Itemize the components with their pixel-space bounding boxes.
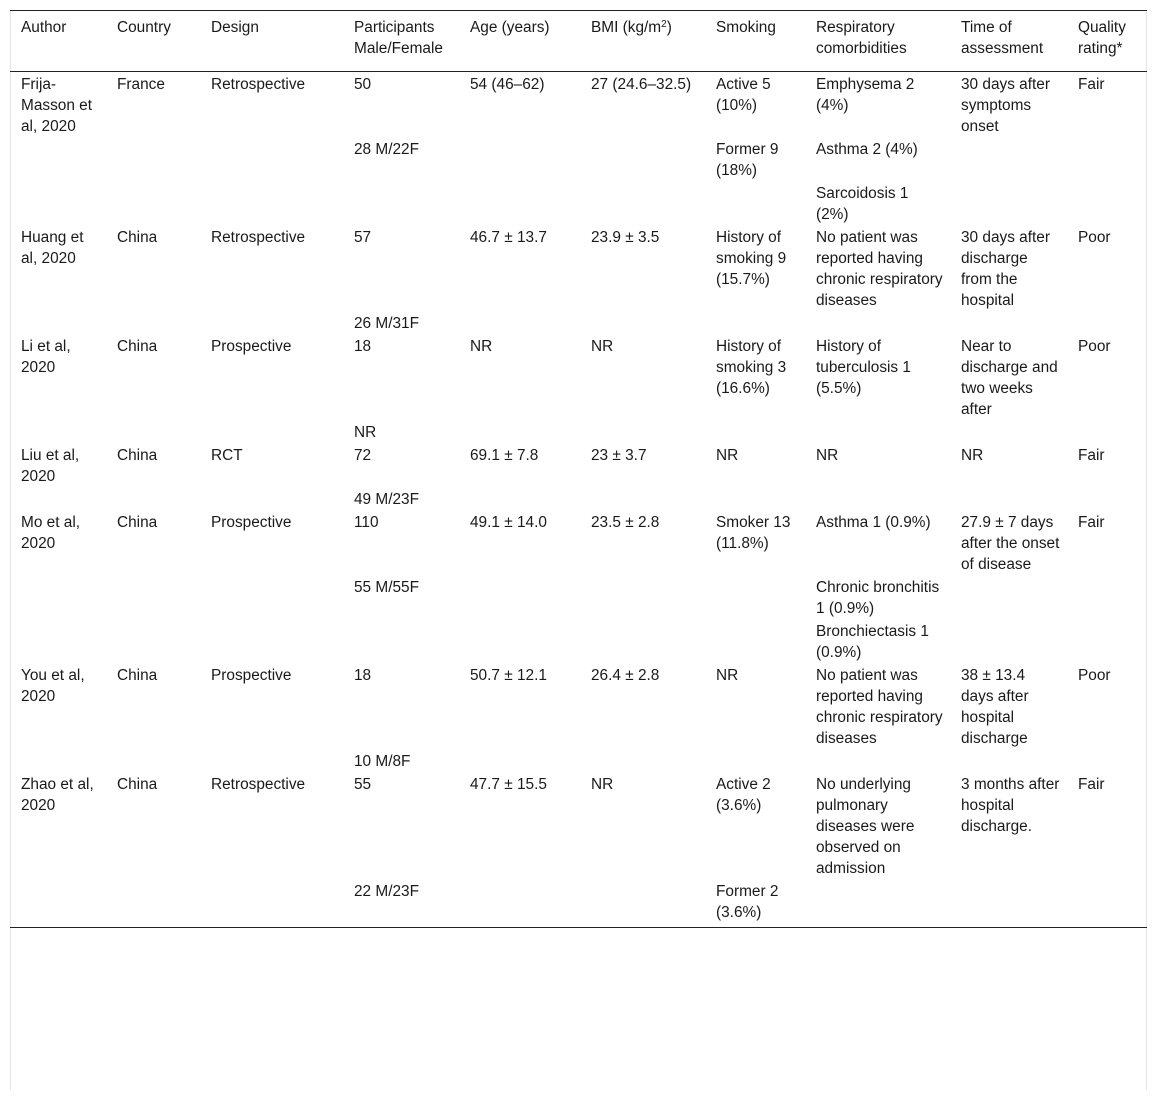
table-row bbox=[10, 227, 1147, 313]
cell-time bbox=[950, 183, 1067, 227]
table-row bbox=[10, 72, 1147, 140]
cell-respiratory: Chronic bronchitis 1 (0.9%) bbox=[816, 579, 940, 617]
cell-quality: Fair bbox=[1078, 776, 1105, 793]
cell-author bbox=[10, 621, 106, 665]
cell-respiratory: History of tuberculosis 1 (5.5%) bbox=[816, 338, 911, 397]
table-row bbox=[10, 445, 1147, 489]
cell-respiratory bbox=[805, 489, 950, 512]
cell-quality: Fair bbox=[1078, 514, 1105, 531]
cell-smoking bbox=[705, 621, 805, 665]
cell-smoking bbox=[705, 577, 805, 621]
table-row bbox=[10, 139, 1147, 183]
cell-smoking bbox=[705, 751, 805, 774]
cell-country: China bbox=[117, 447, 158, 464]
cell-bmi bbox=[580, 422, 705, 445]
study-characteristics-table bbox=[10, 10, 1147, 928]
cell-time bbox=[950, 577, 1067, 621]
cell-author bbox=[10, 489, 106, 512]
cell-design: Prospective bbox=[211, 338, 292, 355]
cell-author bbox=[10, 751, 106, 774]
cell-author bbox=[10, 881, 106, 928]
table-header bbox=[10, 11, 1147, 72]
table-row bbox=[10, 422, 1147, 445]
cell-respiratory: Asthma 2 (4%) bbox=[816, 141, 918, 158]
cell-age: NR bbox=[470, 338, 493, 355]
cell-bmi bbox=[580, 489, 705, 512]
cell-country: France bbox=[117, 76, 165, 93]
cell-author bbox=[10, 577, 106, 621]
table-row bbox=[10, 881, 1147, 928]
cell-quality bbox=[1067, 751, 1147, 774]
cell-smoking: NR bbox=[716, 447, 739, 464]
cell-bmi bbox=[580, 313, 705, 336]
cell-quality bbox=[1067, 183, 1147, 227]
table-row bbox=[10, 313, 1147, 336]
cell-design bbox=[200, 489, 343, 512]
table-row bbox=[10, 183, 1147, 227]
cell-design bbox=[200, 621, 343, 665]
cell-country: China bbox=[117, 229, 158, 246]
cell-country bbox=[106, 489, 200, 512]
header-age: Age (years) bbox=[470, 19, 550, 36]
cell-smoking bbox=[705, 489, 805, 512]
cell-respiratory: Bronchiectasis 1 (0.9%) bbox=[816, 623, 929, 661]
cell-smoking: Former 2 (3.6%) bbox=[716, 883, 779, 921]
cell-participants: 110 bbox=[354, 514, 379, 531]
cell-smoking: Smoker 13 (11.8%) bbox=[716, 514, 791, 552]
cell-smoking bbox=[705, 313, 805, 336]
cell-author: Mo et al, 2020 bbox=[21, 514, 81, 552]
cell-author: Zhao et al, 2020 bbox=[21, 776, 94, 814]
cell-country: China bbox=[117, 514, 158, 531]
header-quality: Quality rating* bbox=[1078, 19, 1126, 57]
cell-age bbox=[459, 621, 580, 665]
cell-country bbox=[106, 577, 200, 621]
cell-participants: 18 bbox=[354, 667, 372, 684]
cell-author bbox=[10, 422, 106, 445]
table-row bbox=[10, 665, 1147, 751]
header-time: Time of assessment bbox=[961, 19, 1044, 57]
cell-country: China bbox=[117, 776, 158, 793]
cell-age: 49.1 ± 14.0 bbox=[470, 514, 547, 531]
header-bmi-sup: 2 bbox=[661, 19, 667, 30]
header-author: Author bbox=[21, 19, 67, 36]
cell-respiratory bbox=[805, 881, 950, 928]
cell-country bbox=[106, 621, 200, 665]
cell-participants: 49 M/23F bbox=[354, 491, 420, 508]
cell-design: RCT bbox=[211, 447, 243, 464]
cell-age: 69.1 ± 7.8 bbox=[470, 447, 539, 464]
table-row bbox=[10, 512, 1147, 577]
cell-age bbox=[459, 183, 580, 227]
cell-time: 38 ± 13.4 days after hospital discharge bbox=[961, 667, 1029, 747]
header-row bbox=[10, 11, 1147, 72]
cell-respiratory: No patient was reported having chronic respiratory diseases bbox=[816, 229, 943, 309]
cell-design bbox=[200, 313, 343, 336]
cell-smoking bbox=[705, 422, 805, 445]
cell-time: 3 months after hospital discharge. bbox=[961, 776, 1060, 835]
cell-age bbox=[459, 751, 580, 774]
cell-country bbox=[106, 422, 200, 445]
header-respiratory: Respiratory comorbidities bbox=[816, 19, 907, 57]
cell-quality: Poor bbox=[1078, 667, 1111, 684]
table-row bbox=[10, 751, 1147, 774]
cell-author: Li et al, 2020 bbox=[21, 338, 71, 376]
cell-quality bbox=[1067, 881, 1147, 928]
cell-time: NR bbox=[961, 447, 984, 464]
cell-respiratory: No underlying pulmonary diseases were observed on admission bbox=[816, 776, 915, 877]
cell-quality bbox=[1067, 139, 1147, 183]
cell-design: Prospective bbox=[211, 514, 292, 531]
cell-quality bbox=[1067, 621, 1147, 665]
cell-design bbox=[200, 183, 343, 227]
table-row bbox=[10, 577, 1147, 621]
cell-bmi: 23.5 ± 2.8 bbox=[591, 514, 660, 531]
cell-quality: Fair bbox=[1078, 76, 1105, 93]
cell-bmi bbox=[580, 139, 705, 183]
cell-age bbox=[459, 422, 580, 445]
cell-respiratory: Sarcoidosis 1 (2%) bbox=[816, 185, 909, 223]
cell-age bbox=[459, 577, 580, 621]
cell-respiratory: Emphysema 2 (4%) bbox=[816, 76, 915, 114]
cell-time bbox=[950, 881, 1067, 928]
table-row bbox=[10, 774, 1147, 881]
table-row bbox=[10, 621, 1147, 665]
table-body bbox=[10, 72, 1147, 928]
cell-quality: Fair bbox=[1078, 447, 1105, 464]
cell-bmi: NR bbox=[591, 776, 614, 793]
cell-participants: 55 M/55F bbox=[354, 579, 420, 596]
cell-bmi: 27 (24.6–32.5) bbox=[591, 76, 692, 93]
cell-design bbox=[200, 139, 343, 183]
cell-age bbox=[459, 489, 580, 512]
cell-quality bbox=[1067, 313, 1147, 336]
cell-country bbox=[106, 313, 200, 336]
cell-bmi bbox=[580, 577, 705, 621]
header-participants: Participants Male/Female bbox=[354, 19, 443, 57]
cell-design: Retrospective bbox=[211, 76, 306, 93]
cell-participants: 50 bbox=[354, 76, 372, 93]
cell-participants: 57 bbox=[354, 229, 372, 246]
cell-smoking: History of smoking 3 (16.6%) bbox=[716, 338, 787, 397]
cell-age bbox=[459, 881, 580, 928]
cell-bmi: 23.9 ± 3.5 bbox=[591, 229, 660, 246]
cell-author: Liu et al, 2020 bbox=[21, 447, 80, 485]
cell-smoking: Active 2 (3.6%) bbox=[716, 776, 771, 814]
cell-country: China bbox=[117, 338, 158, 355]
cell-smoking: Former 9 (18%) bbox=[716, 141, 779, 179]
cell-design: Retrospective bbox=[211, 776, 306, 793]
cell-design: Prospective bbox=[211, 667, 292, 684]
cell-participants: 10 M/8F bbox=[354, 753, 411, 770]
cell-quality: Poor bbox=[1078, 338, 1111, 355]
cell-age: 46.7 ± 13.7 bbox=[470, 229, 547, 246]
header-country: Country bbox=[117, 19, 171, 36]
cell-time: Near to discharge and two weeks after bbox=[961, 338, 1058, 418]
cell-time: 27.9 ± 7 days after the onset of disease bbox=[961, 514, 1060, 573]
cell-smoking bbox=[705, 183, 805, 227]
cell-age bbox=[459, 139, 580, 183]
cell-respiratory bbox=[805, 751, 950, 774]
header-bmi-text: BMI (kg/m bbox=[591, 19, 662, 36]
cell-respiratory: Asthma 1 (0.9%) bbox=[816, 514, 931, 531]
cell-quality bbox=[1067, 489, 1147, 512]
cell-author: Frija-Masson et al, 2020 bbox=[21, 76, 93, 135]
cell-author bbox=[10, 139, 106, 183]
header-design: Design bbox=[211, 19, 259, 36]
header-smoking: Smoking bbox=[716, 19, 776, 36]
cell-design bbox=[200, 577, 343, 621]
cell-design bbox=[200, 881, 343, 928]
cell-time bbox=[950, 313, 1067, 336]
cell-quality: Poor bbox=[1078, 229, 1111, 246]
cell-bmi bbox=[580, 621, 705, 665]
cell-bmi bbox=[580, 881, 705, 928]
cell-design bbox=[200, 751, 343, 774]
cell-participants: 28 M/22F bbox=[354, 141, 420, 158]
cell-bmi bbox=[580, 751, 705, 774]
cell-respiratory bbox=[805, 313, 950, 336]
cell-participants bbox=[343, 621, 459, 665]
cell-participants: NR bbox=[354, 424, 377, 441]
cell-respiratory: No patient was reported having chronic respiratory diseases bbox=[816, 667, 943, 747]
cell-time bbox=[950, 422, 1067, 445]
cell-author: You et al, 2020 bbox=[21, 667, 85, 705]
cell-smoking: NR bbox=[716, 667, 739, 684]
cell-participants: 72 bbox=[354, 447, 372, 464]
cell-participants: 26 M/31F bbox=[354, 315, 420, 332]
cell-age: 50.7 ± 12.1 bbox=[470, 667, 547, 684]
cell-bmi: 23 ± 3.7 bbox=[591, 447, 647, 464]
cell-participants: 18 bbox=[354, 338, 372, 355]
cell-author bbox=[10, 183, 106, 227]
cell-age bbox=[459, 313, 580, 336]
cell-country bbox=[106, 751, 200, 774]
cell-country bbox=[106, 183, 200, 227]
cell-smoking: Active 5 (10%) bbox=[716, 76, 771, 114]
cell-country bbox=[106, 139, 200, 183]
cell-design bbox=[200, 422, 343, 445]
cell-country bbox=[106, 881, 200, 928]
cell-bmi: NR bbox=[591, 338, 614, 355]
cell-time bbox=[950, 751, 1067, 774]
table-row bbox=[10, 489, 1147, 512]
cell-bmi bbox=[580, 183, 705, 227]
cell-respiratory: NR bbox=[816, 447, 839, 464]
cell-quality bbox=[1067, 577, 1147, 621]
header-bmi-close: ) bbox=[666, 19, 672, 36]
table-row bbox=[10, 336, 1147, 422]
cell-author: Huang et al, 2020 bbox=[21, 229, 84, 267]
cell-participants bbox=[343, 183, 459, 227]
cell-participants: 55 bbox=[354, 776, 372, 793]
cell-design: Retrospective bbox=[211, 229, 306, 246]
cell-bmi: 26.4 ± 2.8 bbox=[591, 667, 660, 684]
cell-country: China bbox=[117, 667, 158, 684]
cell-time bbox=[950, 489, 1067, 512]
cell-respiratory bbox=[805, 422, 950, 445]
cell-age: 54 (46–62) bbox=[470, 76, 545, 93]
cell-participants: 22 M/23F bbox=[354, 883, 420, 900]
cell-age: 47.7 ± 15.5 bbox=[470, 776, 547, 793]
cell-time bbox=[950, 139, 1067, 183]
header-bmi bbox=[580, 11, 705, 72]
cell-time: 30 days after discharge from the hospital bbox=[961, 229, 1050, 309]
cell-smoking: History of smoking 9 (15.7%) bbox=[716, 229, 787, 288]
cell-author bbox=[10, 313, 106, 336]
cell-time: 30 days after symptoms onset bbox=[961, 76, 1050, 135]
cell-time bbox=[950, 621, 1067, 665]
cell-quality bbox=[1067, 422, 1147, 445]
